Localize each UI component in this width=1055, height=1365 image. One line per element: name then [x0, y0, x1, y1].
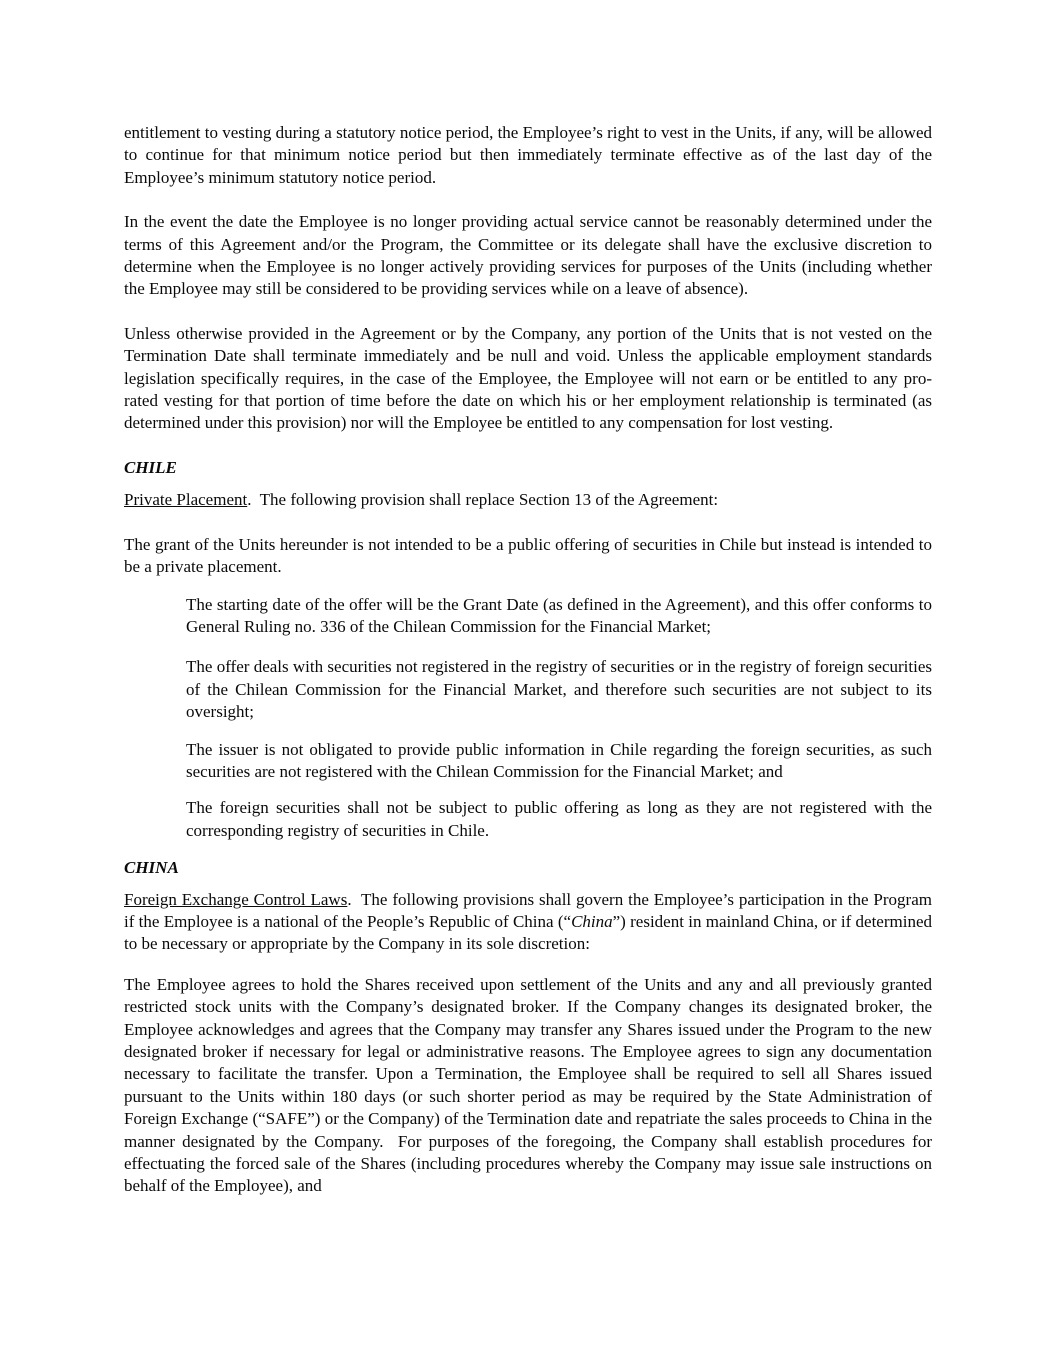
chile-provision-unregistered-securities: The offer deals with securities not registered in the registry of securities or in the registry of foreign securities of the Chilean Commission for the Financial Market, and therefore such securities are not subject to its oversight;: [186, 657, 932, 722]
paragraph-termination-vesting: Unless otherwise provided in the Agreement or by the Company, any portion of the Units that is not vested on the Termination Date shall terminate immediately and be null and void. Unless the applicable employment standards legislation specifically requires, in the case of the Employee, the Employee will not earn or be entitled to any pro-rated vesting for that portion of time before the date on which his or her employment relationship is terminated (as determined under this provision) nor will the Employee be entitled to any compensation for lost vesting.: [124, 323, 932, 433]
section-heading-chile: CHILE: [124, 457, 177, 477]
private-placement-label: Private Placement: [124, 490, 248, 510]
chile-provision-starting-date: The starting date of the offer will be the Grant Date (as defined in the Agreement), and this offer conforms to General Ruling no. 336 of the Chilean Commission for the Financial Market;: [186, 594, 932, 636]
paragraph-foreign-exchange-control-laws: [124, 889, 932, 956]
chile-provision-no-public-offering: The foreign securities shall not be subject to public offering as long as they are not registered with the corresponding registry of securities in Chile.: [186, 798, 932, 840]
paragraph-statutory-notice-period: entitlement to vesting during a statutory notice period, the Employee’s right to vest in the Units, if any, will be allowed to continue for that minimum notice period but then immediately terminate effective as of the last day of the Employee’s minimum statutory notice period.: [124, 123, 932, 187]
paragraph-private-placement-intro: [124, 489, 932, 511]
china-defined-term: China: [571, 911, 613, 931]
chile-provision-no-public-information: The issuer is not obligated to provide public information in Chile regarding the foreign securities, as such securities are not registered with the Chilean Commission for the Financial Market; and: [186, 739, 932, 781]
foreign-exchange-control-laws-label: Foreign Exchange Control Laws: [124, 889, 348, 909]
fx-intro-text-1: . The following provisions shall govern the Employee’s participation in the Program if the Employee is a national of the People’s Republic of China (“: [124, 889, 932, 931]
private-placement-intro-text: . The following provision shall replace Section 13 of the Agreement:: [247, 490, 719, 510]
fx-intro-text-2: ”) resident in mainland China, or if determined to be necessary or appropriate by the Company in its sole discretion:: [124, 911, 933, 954]
paragraph-service-determination: In the event the date the Employee is no longer providing actual service cannot be reasonably determined under the terms of this Agreement and/or the Program, the Committee or its delegate shall have the exclusive discretion to determine when the Employee is no longer actively providing services for purposes of the Units (including whether the Employee may still be considered to be providing services while on a leave of absence).: [124, 212, 932, 299]
paragraph-grant-of-units: The grant of the Units hereunder is not intended to be a public offering of securities in Chile but instead is intended to be a private placement.: [124, 534, 932, 577]
paragraph-hold-shares-broker: The Employee agrees to hold the Shares received upon settlement of the Units and any and all previously granted restricted stock units with the Company’s designated broker. If the Company changes its designated broker, the Employee acknowledges and agrees that the Company may transfer any Shares issued under the Program to the new designated broker if necessary for legal or administrative reasons. The Employee agrees to sign any documentation necessary to facilitate the transfer. Upon a Termination, the Employee shall be required to sell all Shares issued pursuant to the Units within 180 days (or such shorter period as may be required by the State Administration of Foreign Exchange (“SAFE”) or the Company) of the Termination date and repatriate the sales proceeds to China in the manner designated by the Company. For purposes of the foregoing, the Company shall establish procedures for effectuating the forced sale of the Shares (including procedures whereby the Company may issue sale instructions on behalf of the Employee), and: [124, 974, 932, 1196]
section-heading-china: CHINA: [124, 858, 179, 878]
